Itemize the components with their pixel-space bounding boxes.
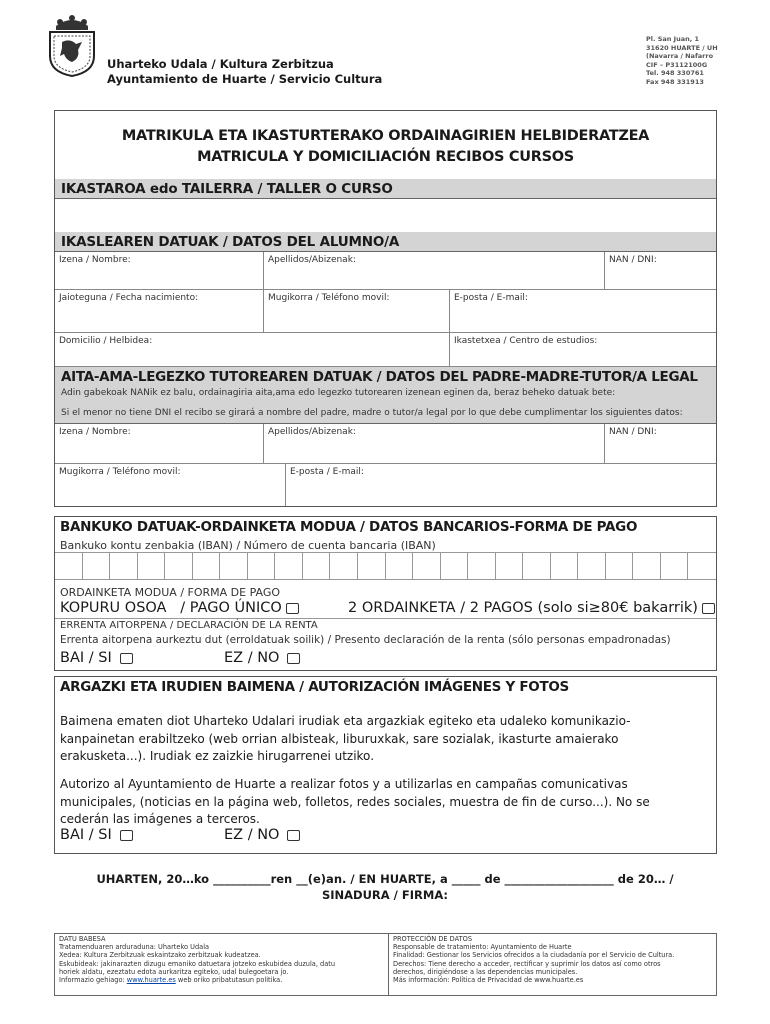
iban-label: Bankuko kontu zenbakia (IBAN) / Número de cuenta bancaria (IBAN) [60, 539, 436, 552]
tutor-note-es: Si el menor no tiene DNI el recibo se girará a nombre del padre, madre o tutor/a legal por lo que debe cumplimentar los siguientes datos: [61, 408, 683, 418]
title-line-eu: MATRIKULA ETA IKASTURTERAKO ORDAINAGIRIEN HELBIDERATZEA [121, 128, 650, 144]
payment-two-checkbox[interactable] [702, 603, 715, 614]
iban-digit-cell[interactable] [440, 552, 441, 580]
field-label: Izena / Nombre: [59, 427, 131, 437]
images-no-option[interactable] [224, 827, 300, 843]
iban-digit-cell[interactable] [247, 552, 248, 580]
form-title [55, 126, 716, 168]
iban-digit-cell[interactable] [467, 552, 468, 580]
iban-digit-cell[interactable] [412, 552, 413, 580]
images-text-eu: Baimena ematen diot Uharteko Udalari irudiak eta argazkiak egiteko eta udaleko komunikazio-kanpainetan erabiltzeko (web orrian albisteak, liburuxkak, sare sozialak, ikasturte amaierako erakusketa...). Irudiak ez zaizkie hirugarrenei utziko. [60, 714, 631, 763]
footer-right [393, 935, 715, 984]
payment-method-heading: ORDAINKETA MODUA / FORMA DE PAGO [60, 586, 281, 599]
images-no-label: EZ / NO [224, 827, 280, 843]
student-birthdate-field[interactable] [55, 290, 264, 333]
field-label: NAN / DNI: [609, 427, 657, 437]
footer-left-line: Tratamenduaren arduraduna: Uharteko Udala [59, 943, 210, 952]
address-line: CIF – P3112100G [646, 60, 708, 69]
footer-left-line: horiek aldatu, ezeztatu edota aurkaritza egiteko, udal bulegoetara jo. [59, 967, 289, 976]
field-label: NAN / DNI: [609, 255, 657, 265]
tax-no-checkbox[interactable] [287, 653, 300, 664]
student-mobile-field[interactable] [264, 290, 450, 333]
org-address [646, 35, 766, 87]
images-yes-option[interactable] [60, 827, 133, 843]
iban-digit-cell[interactable] [137, 552, 138, 580]
address-line: 31620 HUARTE / UH [646, 43, 718, 52]
tutor-name-field[interactable] [55, 424, 264, 464]
footer-left-line: DATU BABESA [59, 935, 106, 943]
field-label: E-posta / E-mail: [454, 293, 528, 303]
images-yes-label: BAI / SI [60, 827, 112, 843]
iban-digit-cell[interactable] [109, 552, 110, 580]
org-name-es: Ayuntamiento de Huarte / Servicio Cultura [107, 72, 383, 86]
student-dni-field[interactable] [605, 252, 716, 290]
student-section-header: IKASLEAREN DATUAK / DATOS DEL ALUMNO/A [55, 232, 716, 252]
student-email-field[interactable] [450, 290, 716, 333]
title-line-es: MATRICULA Y DOMICILIACIÓN RECIBOS CURSOS [197, 149, 574, 165]
tutor-section-header [55, 367, 716, 424]
course-section-header: IKASTAROA edo TAILERRA / TALLER O CURSO [55, 179, 716, 199]
images-section-header: ARGAZKI ETA IRUDIEN BAIMENA / AUTORIZACIÓN IMÁGENES Y FOTOS [60, 679, 569, 695]
iban-digit-cell[interactable] [274, 552, 275, 580]
iban-digit-cell[interactable] [164, 552, 165, 580]
images-text-es: Autorizo al Ayuntamiento de Huarte a realizar fotos y a utilizarlas en campañas comunicativas municipales, (noticias en la página web, folletos, redes sociales, muestra de fin de curso...). No se cederán las imágenes a terceros. [60, 777, 650, 826]
tax-yes-label: BAI / SI [60, 650, 112, 666]
course-input[interactable] [55, 199, 716, 233]
footer-left-line: Xedea: Kultura Zerbitzuak eskaintzako zerbitzuak kudeatzea. [59, 951, 261, 960]
tax-yes-option[interactable] [60, 650, 133, 666]
footer-left-line: Eskubideak: jakinarazten dizugu emaniko datuetara jotzeko eskubidea duzula, datu [59, 959, 336, 968]
field-label: Izena / Nombre: [59, 255, 131, 265]
tax-divider [55, 618, 716, 619]
field-label: Apellidos/Abizenak: [268, 255, 356, 265]
date-line: UHARTEN, 20…ko __________ren __(e)an. / EN HUARTE, a _____ de ___________________ de 20… / [96, 872, 674, 886]
iban-digit-cell[interactable] [632, 552, 633, 580]
field-label: Domicilio / Helbidea: [59, 336, 153, 346]
tutor-email-field[interactable] [286, 464, 716, 506]
field-label: Jaioteguna / Fecha nacimiento: [59, 293, 199, 303]
address-line: Fax 948 331913 [646, 77, 704, 86]
iban-digit-cell[interactable] [495, 552, 496, 580]
footer-right-line: derechos, dirigiéndose a las dependencias municipales. [393, 967, 578, 976]
payment-single-option[interactable] [60, 600, 299, 616]
tutor-dni-field[interactable] [605, 424, 716, 464]
payment-two-label: 2 ORDAINKETA / 2 PAGOS (solo si≥80€ bakarrik) [348, 600, 698, 616]
iban-digit-cell[interactable] [329, 552, 330, 580]
images-yes-checkbox[interactable] [120, 830, 133, 841]
footer-right-line: Finalidad: Gestionar los Servicios ofrecidos a la ciudadanía por el Servicio de Cultura. [393, 951, 675, 960]
address-line: Pl. San Juan, 1 [646, 35, 699, 43]
iban-digit-cell[interactable] [82, 552, 83, 580]
iban-digit-cell[interactable] [302, 552, 303, 580]
tax-text: Errenta aitorpena aurkeztu dut (erroldatuak soilik) / Presento declaración de la renta (sólo personas empadronadas) [60, 634, 671, 646]
iban-digit-cell[interactable] [605, 552, 606, 580]
coat-of-arms-logo [46, 12, 98, 78]
iban-digit-cell[interactable] [385, 552, 386, 580]
student-surname-field[interactable] [264, 252, 605, 290]
payment-single-checkbox[interactable] [286, 603, 299, 614]
images-no-checkbox[interactable] [287, 830, 300, 841]
iban-digit-cell[interactable] [577, 552, 578, 580]
iban-digit-cell[interactable] [357, 552, 358, 580]
student-name-field[interactable] [55, 252, 264, 290]
tax-yes-checkbox[interactable] [120, 653, 133, 664]
field-label: Mugikorra / Teléfono movil: [268, 293, 390, 303]
student-school-field[interactable] [450, 333, 716, 367]
tutor-mobile-field[interactable] [55, 464, 286, 506]
tutor-surname-field[interactable] [264, 424, 605, 464]
footer-divider [388, 933, 389, 996]
field-label: Ikastetxea / Centro de estudios: [454, 336, 598, 346]
field-label: Apellidos/Abizenak: [268, 427, 356, 437]
iban-digit-cell[interactable] [550, 552, 551, 580]
form-main-box [54, 110, 717, 507]
payment-single-label: KOPURU OSOA / PAGO ÚNICO [60, 600, 282, 616]
bank-section-header: BANKUKO DATUAK-ORDAINKETA MODUA / DATOS BANCARIOS-FORMA DE PAGO [60, 519, 638, 535]
student-address-field[interactable] [55, 333, 450, 367]
address-line: Tel. 948 330761 [646, 69, 704, 78]
field-label: E-posta / E-mail: [290, 467, 364, 477]
footer-right-line: PROTECCIÓN DE DATOS [393, 935, 473, 943]
footer-right-line: Más información: Política de Privacidad de www.huarte.es [393, 976, 584, 985]
tax-heading: ERRENTA AITORPENA / DECLARACIÓN DE LA RENTA [60, 620, 318, 631]
address-line: (Navarra / Nafarro [646, 52, 714, 61]
tax-no-label: EZ / NO [224, 650, 280, 666]
iban-digit-cell[interactable] [687, 552, 688, 580]
payment-two-option[interactable] [348, 600, 715, 616]
tutor-heading: AITA-AMA-LEGEZKO TUTOREAREN DATUAK / DATOS DEL PADRE-MADRE-TUTOR/A LEGAL [61, 369, 698, 385]
footer-link[interactable]: www.huarte.es [126, 976, 176, 985]
iban-digit-cell[interactable] [522, 552, 523, 580]
iban-digit-cell[interactable] [192, 552, 193, 580]
iban-digit-cell[interactable] [660, 552, 661, 580]
tax-no-option[interactable] [224, 650, 300, 666]
footer-left [59, 935, 385, 984]
iban-digit-cell[interactable] [219, 552, 220, 580]
tutor-note-eu: Adin gabekoak NANik ez balu, ordainagiria aita,ama edo legezko tutorearen izenean eginen da, beraz beheko datuak bete: [61, 388, 616, 398]
footer-right-line: Responsable de tratamiento: Ayuntamiento de Huarte [393, 943, 572, 952]
signature-label: SINADURA / FIRMA: [321, 888, 449, 902]
footer-left-line: Informazio gehiago: www.huarte.es web oriko pribatutasun politika. [59, 976, 283, 985]
org-name-eu: Uharteko Udala / Kultura Zerbitzua [107, 57, 334, 71]
field-label: Mugikorra / Teléfono movil: [59, 467, 181, 477]
footer-right-line: Derechos: Tiene derecho a acceder, rectificar y suprimir los datos así como otros [393, 959, 661, 968]
